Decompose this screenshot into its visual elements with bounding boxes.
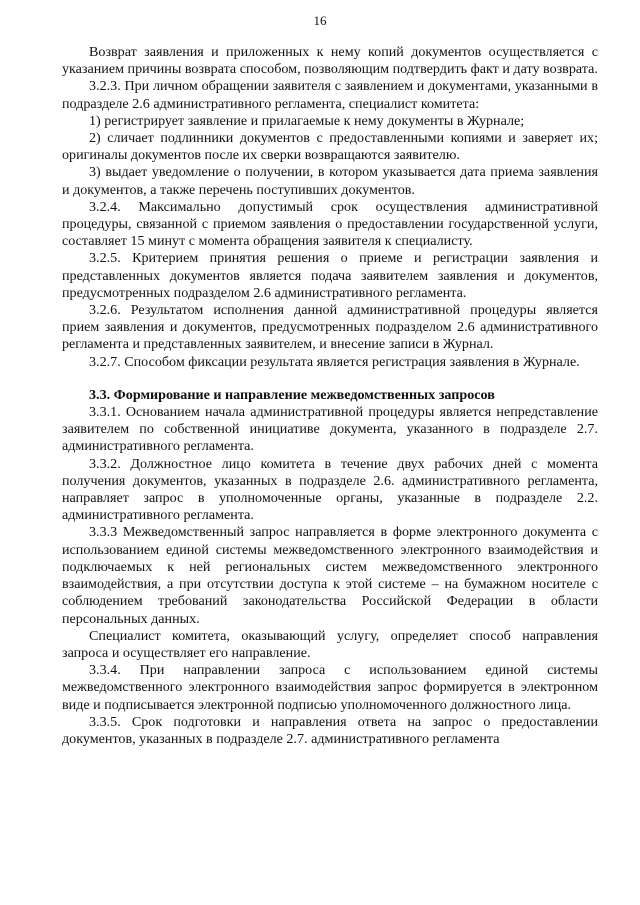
paragraph: 3.2.7. Способом фиксации результата является регистрация заявления в Журнале. [89, 353, 580, 370]
list-item: 2) сличает подлинники документов с предоставленными копиями и заверяет их; оригиналы документов после их сверки возвращаются заявителю. [62, 130, 598, 164]
paragraph: Специалист комитета, оказывающий услугу, определяет способ направления запроса и осуществляет его направление. [62, 627, 598, 661]
paragraph: 3.3.1. Основанием начала административной процедуры является непредставление заявителем по собственной инициативе документа, указанного в подразделе 2.7. административного регламента. [62, 404, 598, 455]
page-number: 16 [313, 13, 327, 28]
paragraph: Возврат заявления и приложенных к нему копий документов осуществляется с указанием причины возврата способом, позволяющим подтвердить факт и дату возврата. [62, 44, 598, 78]
paragraph: 3.2.3. При личном обращении заявителя с заявлением и документами, указанными в подразделе 2.6 административного регламента, специалист комитета: [62, 78, 598, 112]
paragraph: 3.3.2. Должностное лицо комитета в течение двух рабочих дней с момента получения документов, указанных в подразделе 2.6. административного регламента, направляет запрос в уполномоченные органы, указанные в подразделе 2.2. административного регламента. [62, 455, 598, 524]
paragraph: 3.2.4. Максимально допустимый срок осуществления административной процедуры, связанной с приемом заявления о предоставлении государственной услуги, составляет 15 минут с момента обращения заявителя к специалисту. [62, 198, 598, 250]
paragraph: 3.2.6. Результатом исполнения данной административной процедуры является прием заявления и документов, предусмотренных подразделом 2.6 административного регламента и представленных заявителем, и внесение записи в Журнал. [62, 302, 598, 353]
paragraph: 3.3.3 Межведомственный запрос направляется в форме электронного документа с использованием единой системы межведомственного электронного взаимодействия и подключаемых к ней региональных систем межведомственного электронного взаимодействия, а при отсутствии доступа к этой системе – на бумажном носителе с соблюдением требований законодательства Российской Федерации в области персональных данных. [62, 524, 598, 627]
paragraph: 3.2.5. Критерием принятия решения о приеме и регистрации заявления и представленных документов является подача заявителем заявления и документов, предусмотренных подразделом 2.6 административного регламента. [62, 250, 598, 301]
paragraph: 3.3.5. Срок подготовки и направления ответа на запрос о предоставлении документов, указанных в подразделе 2.7. административного регламента [62, 713, 598, 747]
list-item: 1) регистрирует заявление и прилагаемые к нему документы в Журнале; [89, 112, 525, 129]
section-heading: 3.3. Формирование и направление межведомственных запросов [89, 386, 495, 403]
list-item: 3) выдает уведомление о получении, в котором указывается дата приема заявления и документов, а также перечень поступивших документов. [62, 164, 598, 198]
paragraph: 3.3.4. При направлении запроса с использованием единой системы межведомственного электронного взаимодействия запрос формируется в электронном виде и подписывается электронной подписью уполномоченного должностного лица. [62, 662, 598, 713]
document-body [62, 44, 598, 748]
